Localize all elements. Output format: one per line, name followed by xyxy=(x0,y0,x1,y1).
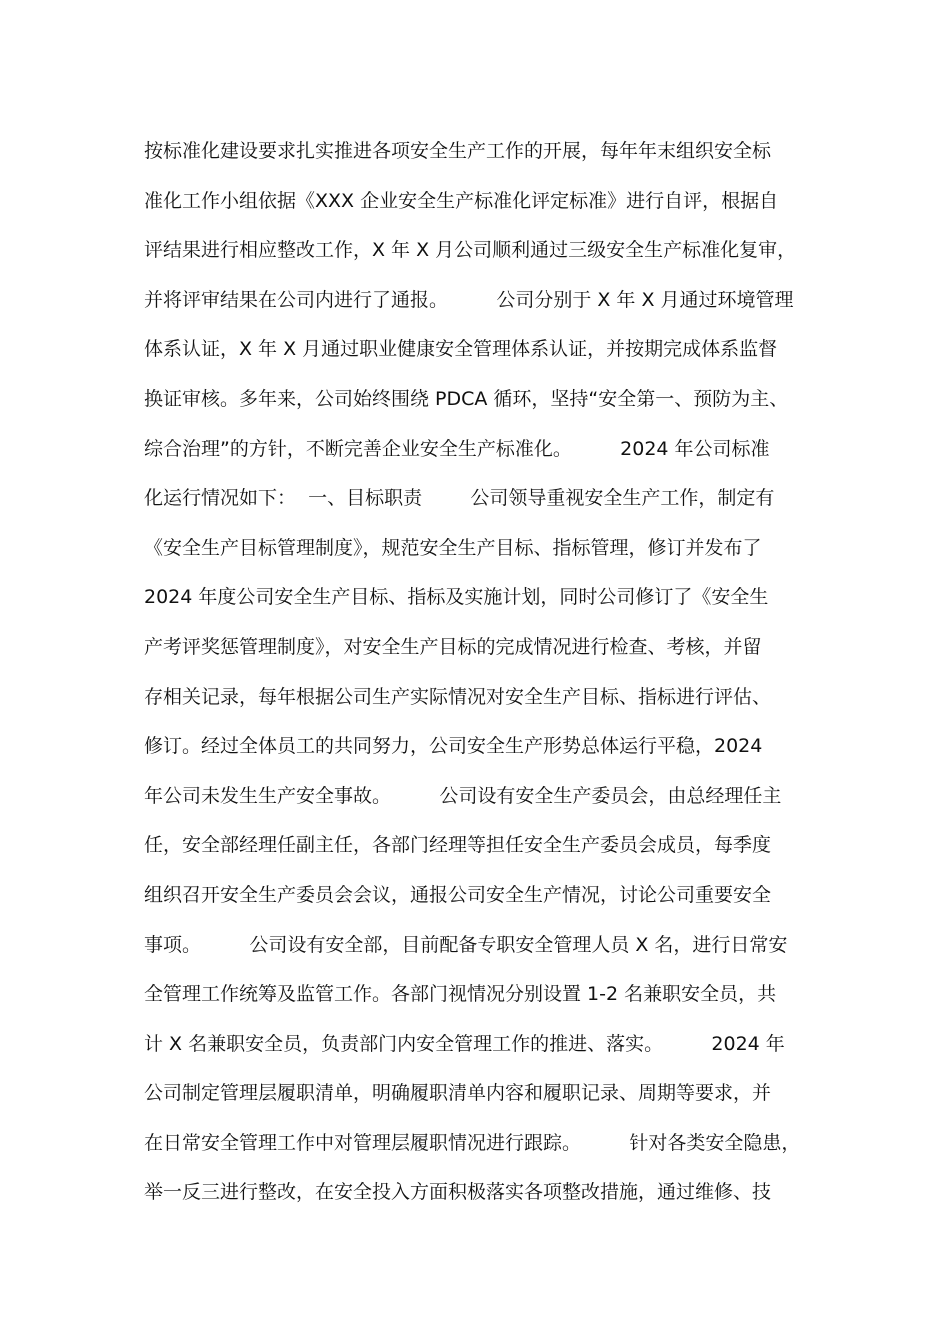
text-line: 换证审核。多年来，公司始终围绕 PDCA 循环，坚持“安全第一、预防为主、 xyxy=(144,387,789,410)
text-line: 按标准化建设要求扎实推进各项安全生产工作的开展，每年年末组织安全标 xyxy=(144,140,772,162)
text-line: 准化工作小组依据《XXX 企业安全生产标准化评定标准》进行自评，根据自 xyxy=(144,189,779,212)
text-line: 存相关记录，每年根据公司生产实际情况对安全生产目标、指标进行评估、 xyxy=(144,685,772,708)
text-line: 评结果进行相应整改工作，X 年 X 月公司顺利通过三级安全生产标准化复审， xyxy=(144,239,797,262)
text-line: 产考评奖惩管理制度》，对安全生产目标的完成情况进行检查、考核，并留 xyxy=(144,635,762,658)
text-line: 《安全生产目标管理制度》，规范安全生产目标、指标管理，修订并发布了 xyxy=(144,536,762,559)
text-line: 年公司未发生生产安全事故。 公司设有安全生产委员会，由总经理任主 xyxy=(144,784,782,807)
text-line: 事项。 公司设有安全部，目前配备专职安全管理人员 X 名，进行日常安 xyxy=(144,933,788,956)
text-line: 举一反三进行整改，在安全投入方面积极落实各项整改措施，通过维修、技 xyxy=(144,1181,772,1204)
text-line: 全管理工作统筹及监管工作。各部门视情况分别设置 1-2 名兼职安全员，共 xyxy=(144,983,777,1006)
text-line: 体系认证，X 年 X 月通过职业健康安全管理体系认证，并按期完成体系监督 xyxy=(144,338,778,361)
text-line: 组织召开安全生产委员会会议，通报公司安全生产情况，讨论公司重要安全 xyxy=(144,883,772,906)
text-line: 公司制定管理层履职清单，明确履职清单内容和履职记录、周期等要求，并 xyxy=(144,1082,772,1105)
text-line: 任，安全部经理任副主任，各部门经理等担任安全生产委员会成员，每季度 xyxy=(144,834,772,857)
text-line: 化运行情况如下： 一、目标职责 公司领导重视安全生产工作，制定有 xyxy=(144,487,775,510)
text-line: 在日常安全管理工作中对管理层履职情况进行跟踪。 针对各类安全隐患， xyxy=(144,1131,801,1154)
text-line: 并将评审结果在公司内进行了通报。 公司分别于 X 年 X 月通过环境管理 xyxy=(144,288,794,311)
body-text xyxy=(144,132,824,1223)
text-line: 修订。经过全体员工的共同努力，公司安全生产形势总体运行平稳，2024 xyxy=(144,735,763,758)
text-line: 2024 年度公司安全生产目标、指标及实施计划，同时公司修订了《安全生 xyxy=(144,586,769,609)
text-line: 综合治理”的方针，不断完善企业安全生产标准化。 2024 年公司标准 xyxy=(144,437,770,460)
text-line: 计 X 名兼职安全员，负责部门内安全管理工作的推进、落实。 2024 年 xyxy=(144,1032,785,1055)
